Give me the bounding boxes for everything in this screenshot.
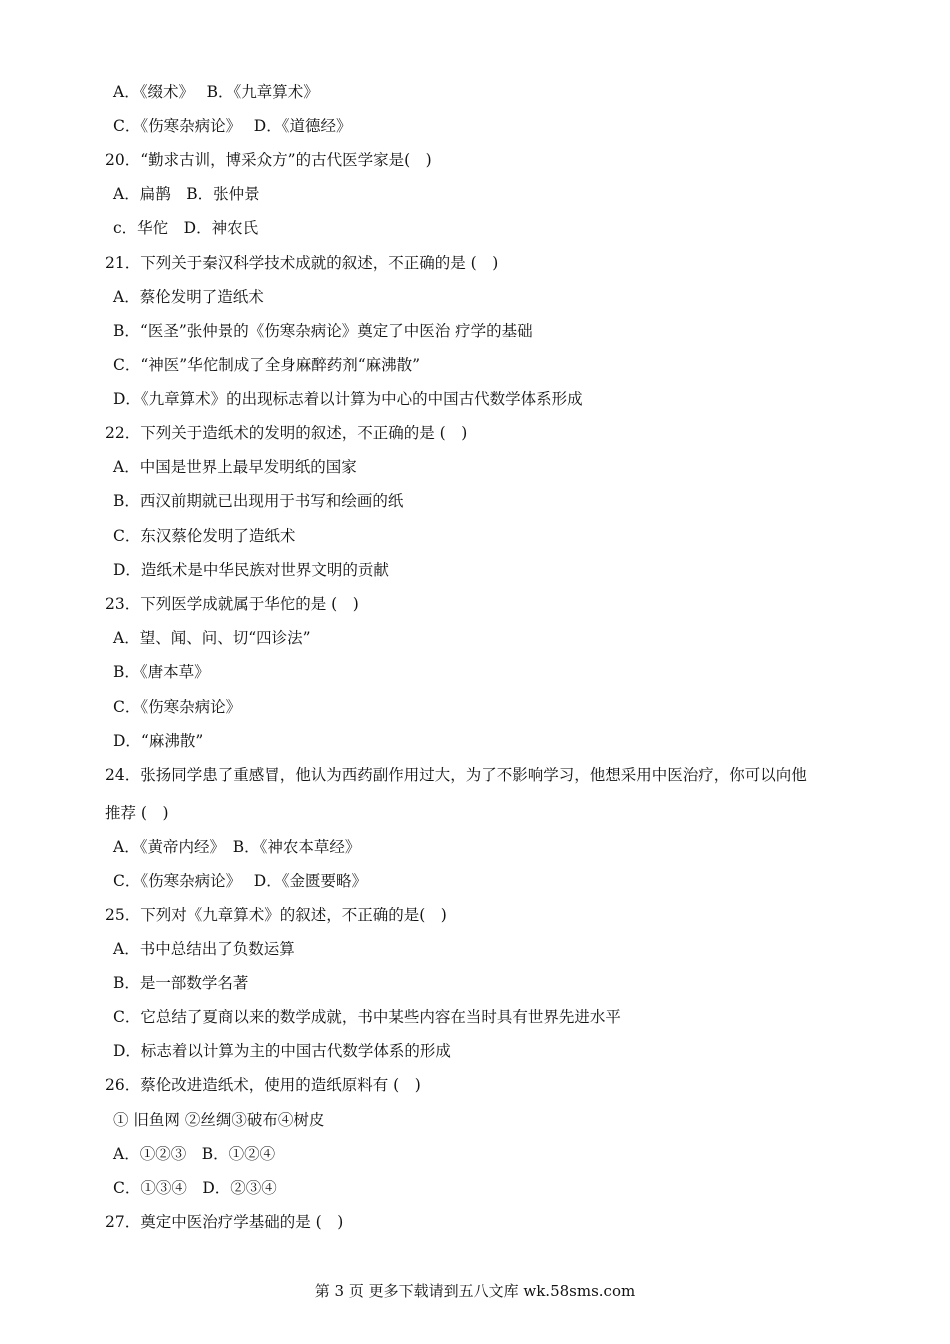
option-line: A．扁鹊 B．张仲景 bbox=[113, 185, 260, 203]
option-line: C．《伤寒杂病论》 bbox=[113, 698, 242, 716]
question-23: 23．下列医学成就属于华佗的是 ( ) bbox=[105, 595, 359, 613]
option-line: B．西汉前期就已出现用于书写和绘画的纸 bbox=[113, 492, 404, 510]
question-22: 22．下列关于造纸术的发明的叙述，不正确的是 ( ) bbox=[105, 424, 468, 442]
option-line: C．《伤寒杂病论》 D．《道德经》 bbox=[113, 117, 352, 135]
question-25: 25．下列对《九章算术》的叙述，不正确的是( ) bbox=[105, 906, 447, 924]
option-line: C．东汉蔡伦发明了造纸术 bbox=[113, 527, 296, 545]
option-line: A．望、闻、问、切“四诊法” bbox=[113, 629, 311, 647]
option-line: D．标志着以计算为主的中国古代数学体系的形成 bbox=[113, 1042, 451, 1060]
question-21: 21．下列关于秦汉科学技术成就的叙述，不正确的是 ( ) bbox=[105, 254, 499, 272]
question-27: 27．奠定中医治疗学基础的是 ( ) bbox=[105, 1213, 344, 1231]
question-24: 24．张扬同学患了重感冒，他认为西药副作用过大，为了不影响学习，他想采用中医治疗，你可以向他 bbox=[105, 766, 807, 784]
option-line: A．①②③ B．①②④ bbox=[113, 1145, 276, 1163]
option-line: ① 旧鱼网 ②丝绸③破布④树皮 bbox=[113, 1111, 325, 1129]
option-line: D．“麻沸散” bbox=[113, 732, 204, 750]
option-line: C．它总结了夏商以来的数学成就，书中某些内容在当时具有世界先进水平 bbox=[113, 1008, 621, 1026]
question-20: 20．“勤求古训，博采众方”的古代医学家是( ) bbox=[105, 151, 432, 169]
option-line: B．“医圣”张仲景的《伤寒杂病论》奠定了中医治 疗学的基础 bbox=[113, 322, 533, 340]
option-line: B．《唐本草》 bbox=[113, 663, 210, 681]
option-line: c．华佗 D．神农氏 bbox=[113, 219, 259, 237]
option-line: C．《伤寒杂病论》 D．《金匮要略》 bbox=[113, 872, 367, 890]
option-line: A．中国是世界上最早发明纸的国家 bbox=[113, 458, 357, 476]
page-footer: 第 3 页 更多下载请到五八文库 wk.58sms.com bbox=[314, 1282, 636, 1300]
question-24-cont: 推荐 ( ) bbox=[105, 804, 169, 822]
option-line: A．书中总结出了负数运算 bbox=[113, 940, 295, 958]
option-line: C．“神医”华佗制成了全身麻醉药剂“麻沸散” bbox=[113, 356, 421, 374]
option-line: D．造纸术是中华民族对世界文明的贡献 bbox=[113, 561, 389, 579]
option-line: D．《九章算术》的出现标志着以计算为中心的中国古代数学体系形成 bbox=[113, 390, 583, 408]
question-26: 26．蔡伦改进造纸术，使用的造纸原料有 ( ) bbox=[105, 1076, 421, 1094]
option-line: B．是一部数学名著 bbox=[113, 974, 249, 992]
option-line: A．蔡伦发明了造纸术 bbox=[113, 288, 264, 306]
option-line: C．①③④ D．②③④ bbox=[113, 1179, 277, 1197]
option-line: A．《黄帝内经》 B．《神农本草经》 bbox=[113, 838, 361, 856]
option-line: A．《缀术》 B．《九章算术》 bbox=[113, 83, 319, 101]
